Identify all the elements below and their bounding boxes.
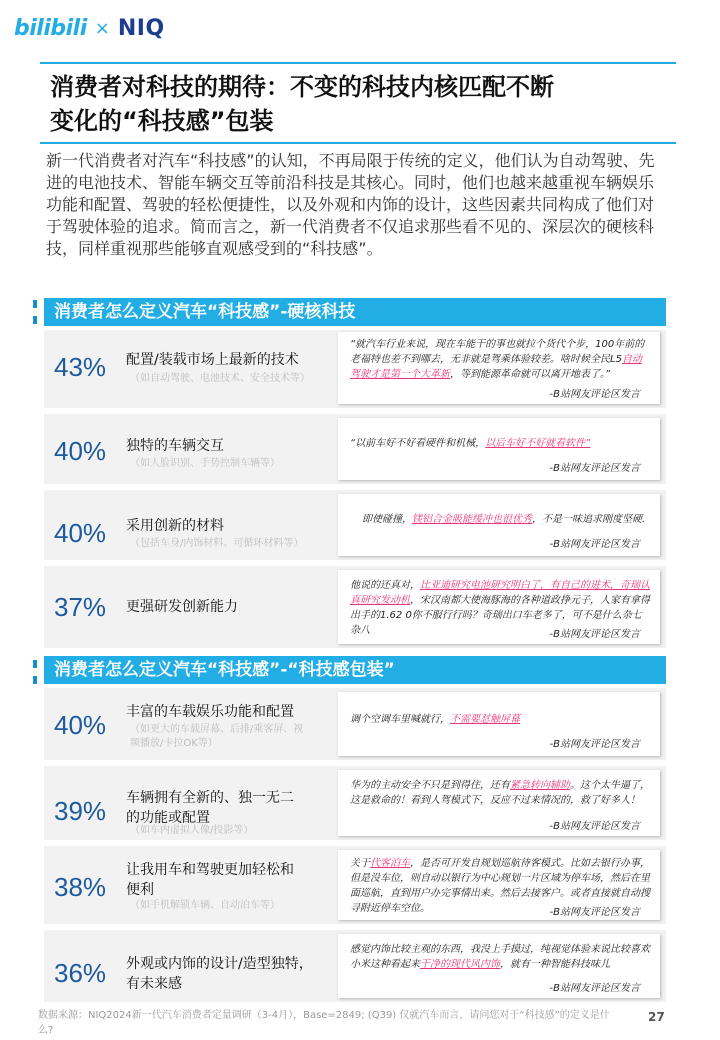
- stat-row: [44, 766, 666, 840]
- stat-percent: 38%: [54, 872, 107, 902]
- quote-highlight: 自动驾驶才是第一个大革新: [350, 354, 642, 380]
- stat-label: 丰富的车载娱乐功能和配置: [126, 704, 294, 720]
- quote-box: [338, 570, 660, 644]
- stat-label: 独特的车辆交互: [126, 438, 224, 454]
- stat-row: [44, 688, 666, 760]
- stat-row: [44, 490, 666, 560]
- stat-label: 车辆拥有全新的、独一无二的功能或配置: [126, 790, 294, 826]
- stat-sublabel: （包括车身/内饰材料、可循环材料等）: [130, 538, 304, 549]
- quote-text: 华为的主动安全不只是到得住，还有紧急转向辅助。这个太牛逼了，这是救命的！看到人驾模式下，反应不过来情况的，救了好多人！: [350, 780, 650, 806]
- stat-percent: 37%: [54, 592, 107, 622]
- quote-highlight: 干净的现代风内饰: [420, 959, 500, 970]
- quote-box: [338, 934, 660, 998]
- stat-percent: 40%: [54, 436, 107, 466]
- quote-box: [338, 332, 660, 404]
- stat-percent: 36%: [54, 958, 107, 988]
- quote-text: “就汽车行业来说，现在车能干的事也就拉个货代个步，100年前的老福特也差不到哪去，无非就是驾乘体验较差。啥时候全民L5自动驾驶才是第一个大革新，等到能源革命就可以离开地表了。”: [350, 339, 645, 380]
- stat-label: 采用创新的材料: [126, 518, 224, 534]
- quote-text: 即使碰撞，镁铝合金吸能缓冲也很优秀，不是一味追求刚度坚硬.: [362, 514, 646, 525]
- quote-text: “以前车好不好看硬件和机械，以后车好不好就看软件”: [350, 438, 591, 449]
- intro-paragraph: 新一代消费者对汽车“科技感”的认知，不再局限于传统的定义，他们认为自动驾驶、先进的电池技术、智能车辆交互等前沿科技是其核心。同时，他们也越来越重视车辆娱乐功能和配置、驾驶的轻松便捷性，以及外观和内饰的设计，这些因素共同构成了他们对于驾驶体验的追求。简而言之，新一代消费者不仅追求那些看不见的、深层次的硬核科技，同样重视那些能够直观感受到的“科技感”。: [46, 151, 655, 258]
- stat-sublabel: （如车内虚拟人像/投影等）: [130, 825, 254, 836]
- quote-source: -B站网友评论区发言: [549, 821, 640, 832]
- stat-sublabel: （如自动驾驶、电池技术、安全技术等）: [130, 373, 310, 384]
- stat-row: [44, 330, 666, 408]
- stat-label: 更强研发创新能力: [126, 599, 238, 615]
- title-line-2: 变化的“科技感”包装: [50, 107, 274, 135]
- stat-sublabel: （如人脸识别、手势控制车辆等）: [130, 458, 280, 469]
- stat-sublabel: （如更大的车载屏幕、后排/乘客屏、视频播放/卡拉OK等）: [130, 724, 304, 749]
- section-header-hardcore: 消费者怎么定义汽车“科技感”-硬核科技: [44, 298, 666, 326]
- quote-source: -B站网友评论区发言: [549, 463, 640, 474]
- quote-text: 感觉内饰比较主观的东西，我没上手摸过，纯视觉体验来说比较喜欢小米这种看起来干净的现代风内饰，就有一种智能科技味儿: [350, 944, 650, 970]
- stat-label: 外观或内饰的设计/造型独特，有未来感: [126, 956, 313, 992]
- quote-text: 调个空调车里喊就行，不需要怼触屏幕: [350, 714, 520, 725]
- quote-text: 关于代客泊车，是否可开发自规划巡航待客模式。比如去银行办事，但是没车位，则自动以银行为中心规划一片区域为停车场，然后在里面巡航，直到用户办完事情出来。然后去接客户。或者直接就自动搜寻附近停车空位。: [350, 858, 650, 914]
- section-marker-icon: [33, 300, 37, 324]
- quote-box: [338, 770, 660, 836]
- stat-percent: 40%: [54, 518, 107, 548]
- stat-percent: 43%: [54, 352, 107, 382]
- quote-box: [338, 418, 660, 480]
- page-number: 27: [648, 1010, 665, 1024]
- stat-label: 让我用车和驾驶更加轻松和便利: [126, 862, 294, 898]
- stat-label: 配置/装载市场上最新的技术: [126, 352, 299, 368]
- quote-box: [338, 692, 660, 756]
- quote-source: -B站网友评论区发言: [549, 629, 640, 640]
- bilibili-logo: bilibili: [14, 15, 87, 41]
- data-source-footnote: 数据来源：NIQ2024新一代汽车消费者定量调研（3-4月），Base=2849; (Q39) 仅就汽车而言，请问您对于“科技感”的定义是什么?: [38, 1010, 610, 1036]
- quote-highlight: 镁铝合金吸能缓冲也很优秀: [412, 514, 532, 525]
- quote-highlight: 以后车好不好就看软件”: [485, 438, 591, 449]
- section-header-packaging: 消费者怎么定义汽车“科技感”-“科技感包装”: [44, 656, 666, 684]
- title-line-1: 消费者对科技的期待：不变的科技内核匹配不断: [50, 73, 554, 101]
- quote-source: -B站网友评论区发言: [549, 539, 640, 550]
- logo-separator: ×: [94, 17, 110, 39]
- quote-highlight: 紧急转向辅助: [510, 780, 570, 791]
- quote-source: -B站网友评论区发言: [549, 983, 640, 994]
- stat-row: [44, 846, 666, 924]
- quote-box: [338, 850, 660, 920]
- stat-row: [44, 566, 666, 648]
- quote-highlight: 比亚迪研究电池研究明白了，有自己的进术，奇瑞认真研究发动机: [350, 580, 650, 606]
- quote-source: -B站网友评论区发言: [549, 739, 640, 750]
- stat-sublabel: （如手机解锁车辆、自动泊车等）: [130, 900, 280, 911]
- stat-percent: 39%: [54, 796, 107, 826]
- quote-source: -B站网友评论区发言: [549, 907, 640, 918]
- stat-percent: 40%: [54, 710, 107, 740]
- page-title: [40, 62, 676, 144]
- niq-logo: NIQ: [117, 15, 165, 41]
- quote-box: [338, 494, 660, 556]
- quote-source: -B站网友评论区发言: [549, 389, 640, 400]
- stat-row: [44, 414, 666, 484]
- quote-highlight: 代客泊车: [370, 858, 410, 869]
- logo-bar: [14, 14, 165, 42]
- stat-row: [44, 930, 666, 1002]
- section-marker-icon: [33, 660, 37, 684]
- quote-highlight: 不需要怼触屏幕: [450, 714, 520, 725]
- quote-text: 他说的还真对，比亚迪研究电池研究明白了，有自己的进术，奇瑞认真研究发动机，宋汉南都大使海豚海的各种道政挣元子，人家有拿得出手的1.62 0你不服行行吗？奇瑞出口车老多了，可不是什么杂七杂八: [350, 580, 650, 636]
